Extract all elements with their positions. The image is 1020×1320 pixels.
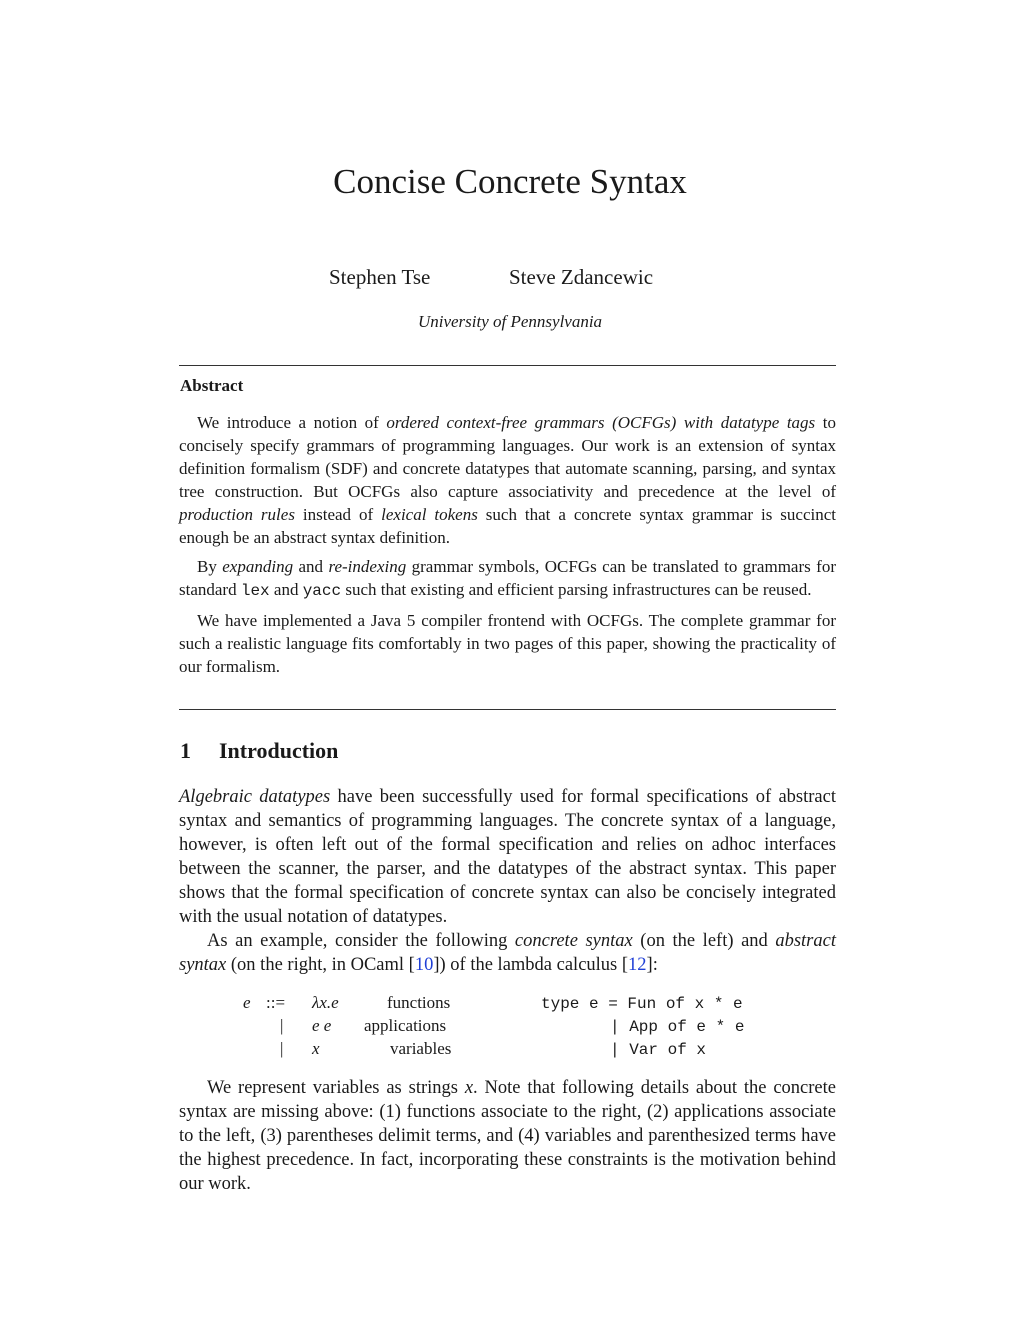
grammar-operator: ::= bbox=[266, 993, 286, 1012]
author-name: Stephen Tse bbox=[329, 265, 431, 289]
intro-body bbox=[179, 785, 836, 977]
grammar-desc: applications bbox=[364, 1016, 447, 1035]
ocaml-code-line: | App of e * e bbox=[610, 1018, 745, 1036]
section-number: 1 bbox=[180, 738, 191, 763]
ocaml-code-line: type e = Fun of x * e bbox=[541, 995, 743, 1013]
grammar-operator: | bbox=[280, 1039, 284, 1058]
grammar-rhs: λx.e bbox=[312, 993, 339, 1012]
grammar-desc: functions bbox=[387, 993, 451, 1012]
abstract-bottom-rule bbox=[179, 709, 836, 710]
citation-link[interactable]: 10 bbox=[414, 955, 434, 975]
citation-link[interactable]: 12 bbox=[628, 955, 647, 975]
abstract-paragraph: We have implemented a Java 5 compiler frontend with OCFGs. The complete grammar for such a realistic language fits comfortably in two pages of this paper, showing the practicality of our formalism. bbox=[179, 611, 836, 676]
paper-title: Concise Concrete Syntax bbox=[333, 162, 687, 201]
grammar-lhs: e bbox=[243, 993, 251, 1012]
abstract-top-rule bbox=[179, 365, 836, 366]
section-title: Introduction bbox=[219, 738, 339, 763]
abstract-body bbox=[179, 411, 836, 678]
grammar-rhs: e e bbox=[312, 1016, 332, 1035]
abstract-paragraph: We introduce a notion of ordered context-free grammars (OCFGs) with datatype tags to concisely specify grammars of programming languages. Our work is an extension of syntax definition formalism (SDF) and concrete datatypes that automate scanning, parsing, and syntax tree construction. But OCFGs also capture associativity and precedence at the level of production rules instead of lexical tokens such that a concrete syntax grammar is succinct enough be an abstract syntax definition. bbox=[179, 413, 836, 547]
intro-paragraph: As an example, consider the following concrete syntax (on the left) and abstract syntax (on the right, in OCaml [10]) of the lambda calculus [12]: bbox=[179, 931, 836, 975]
grammar-operator: | bbox=[280, 1016, 284, 1035]
abstract-paragraph: By expanding and re-indexing grammar symbols, OCFGs can be translated to grammars for standard lex and yacc such that existing and efficient parsing infrastructures can be reused. bbox=[179, 557, 836, 600]
intro-paragraph: Algebraic datatypes have been successfully used for formal specifications of abstract syntax and semantics of programming languages. The concrete syntax of a language, however, is often left out of the formal specification and relies on adhoc interfaces between the scanner, the parser, and the datatypes of the abstract syntax. This paper shows that the formal specification of concrete syntax can also be concisely integrated with the usual notation of datatypes. bbox=[179, 787, 836, 927]
grammar-rhs: x bbox=[312, 1039, 320, 1058]
abstract-heading: Abstract bbox=[180, 376, 244, 395]
intro-paragraph: We represent variables as strings x. Note that following details about the concrete syntax are missing above: (1) functions associate to the right, (2) applications associate to the left, (3) parentheses delimit terms, and (4) variables and parenthesized terms have the highest precedence. In fact, incorporating these constraints is the motivation behind our work. bbox=[179, 1078, 836, 1194]
grammar-desc: variables bbox=[390, 1039, 452, 1058]
affiliation: University of Pennsylvania bbox=[417, 312, 603, 331]
author-name: Steve Zdancewic bbox=[509, 265, 654, 289]
ocaml-code-line: | Var of x bbox=[610, 1041, 707, 1059]
intro-body-continued bbox=[179, 1076, 836, 1196]
